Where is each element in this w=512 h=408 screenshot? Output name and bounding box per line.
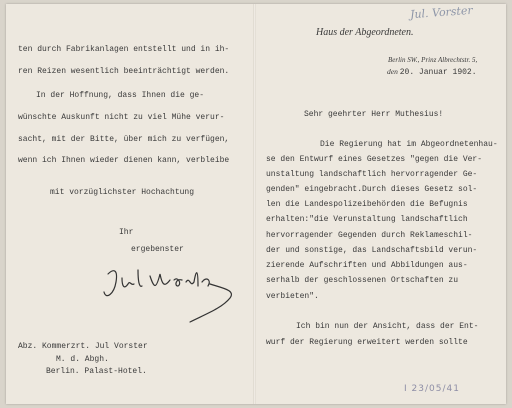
letterhead-address: Berlin SW., Prinz Albrechtstr. 5, [388, 56, 478, 64]
left-line-2: ren Reizen wesentlich beeinträchtigt werden. [18, 67, 230, 76]
left-line-4: wünschte Auskunft nicht zu viel Mühe verur- [18, 113, 225, 122]
recipient-line-3: Berlin. Palast-Hotel. [46, 367, 147, 376]
right-line-8: der und sonstige, das Landschaftsbild verun- [266, 246, 478, 255]
closing-formula: mit vorzüglichster Hochachtung [50, 188, 195, 197]
center-fold [253, 4, 256, 404]
closing-ergebenster: ergebenster [131, 245, 184, 254]
handwritten-signature [98, 262, 238, 332]
right-line-9: zierende Aufschriften und Abbildungen aus- [266, 261, 468, 270]
right-line-5: len die Landespolizeibehörden die Befugnis [266, 200, 468, 209]
right-line-11: verbieten". [266, 292, 319, 301]
left-line-1: ten durch Fabrikanlagen entstellt und in ih- [18, 45, 230, 54]
dateline [387, 67, 477, 77]
right-line-1: Die Regierung hat im Abgeordnetenhau- [320, 140, 498, 149]
letter-date: 20. Januar 1902. [399, 68, 477, 77]
right-line-6: erhalten:"die Verunstaltung landschaftlich [266, 215, 468, 224]
salutation: Sehr geehrter Herr Muthesius! [304, 110, 444, 119]
right-line-13: wurf der Regierung erweitert werden sollte [266, 338, 468, 347]
archive-shelfmark: I 23/05/41 [404, 384, 460, 394]
right-line-7: hervorragender Gegenden durch Reklameschil- [266, 231, 473, 240]
right-line-2: se den Entwurf eines Gesetzes "gegen die Ver- [266, 155, 483, 164]
right-line-3: unstaltung landschaftlich hervorragender Ge- [266, 170, 478, 179]
recipient-line-1: Abz. Kommerzrt. Jul Vorster [18, 342, 148, 351]
recipient-line-2: M. d. Abgh. [56, 355, 109, 364]
closing-ihr: Ihr [119, 228, 134, 237]
date-prefix: den [387, 67, 398, 76]
right-line-4: genden" eingebracht.Durch dieses Gesetz sol- [266, 185, 478, 194]
right-line-10: serhalb der geschlossenen Ortschaften zu [266, 276, 459, 285]
left-line-3: In der Hoffnung, dass Ihnen die ge- [36, 91, 205, 100]
right-line-12: Ich bin nun der Ansicht, dass der Ent- [296, 322, 479, 331]
left-line-6: wenn ich Ihnen wieder dienen kann, verbleibe [18, 156, 230, 165]
archive-pencil-note: Jul. Vorster [409, 3, 474, 22]
left-line-5: sacht, mit der Bitte, über mich zu verfügen, [18, 135, 230, 144]
letterhead: Haus der Abgeordneten. [316, 27, 414, 38]
